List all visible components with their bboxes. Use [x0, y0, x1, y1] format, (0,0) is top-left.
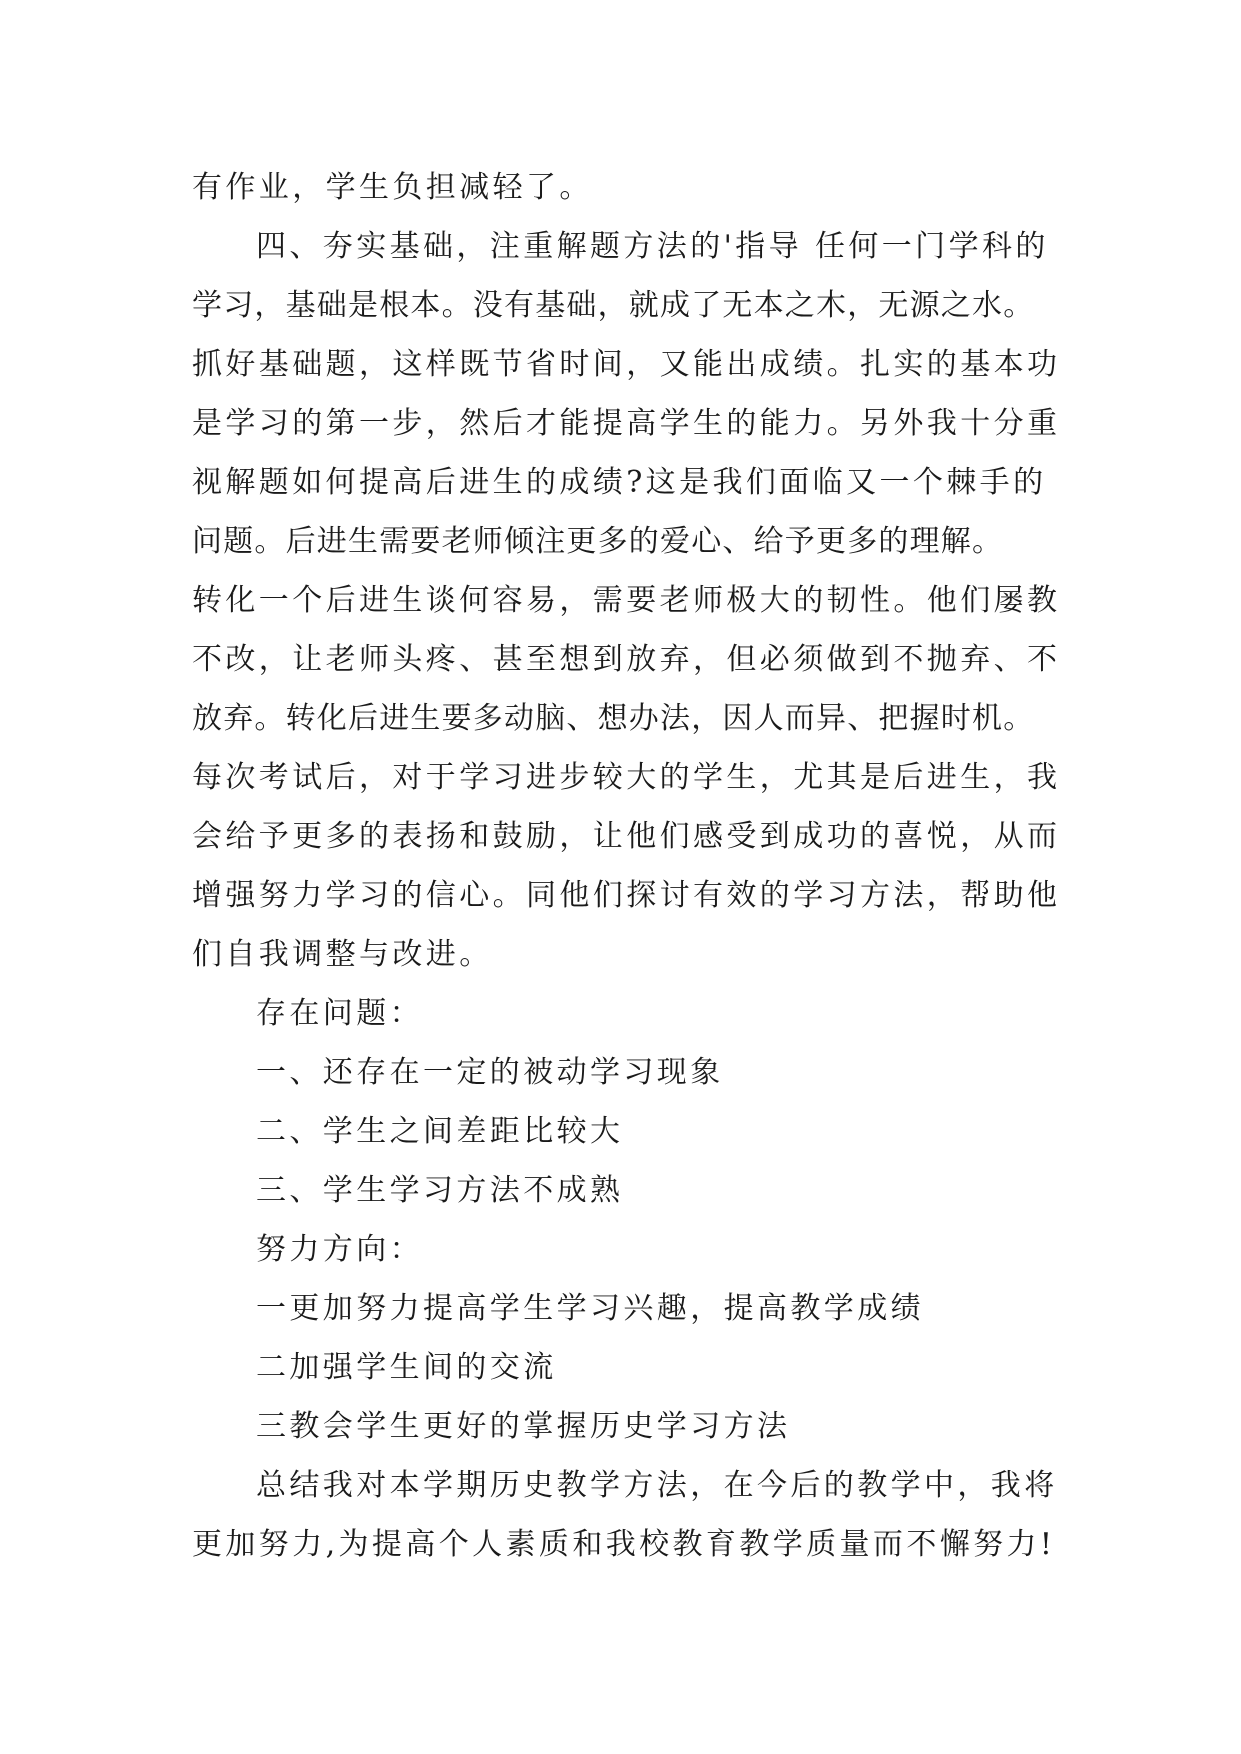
section-heading-line: 四、夯实基础，注重解题方法的'指导 任何一门学科的 [256, 229, 1049, 264]
text-line: 问题。后进生需要老师倾注更多的爱心、给予更多的理解。 [192, 524, 1004, 559]
direction-heading: 努力方向： [256, 1232, 423, 1267]
direction-item: 三教会学生更好的掌握历史学习方法 [256, 1409, 791, 1444]
text-line: 们自我调整与改进。 [192, 937, 493, 972]
direction-item: 二加强学生间的交流 [256, 1350, 557, 1385]
conclusion-line: 总结我对本学期历史教学方法，在今后的教学中，我将 [256, 1468, 1058, 1503]
problem-item: 一、还存在一定的被动学习现象 [256, 1055, 724, 1090]
text-line: 不改，让老师头疼、甚至想到放弃，但必须做到不抛弃、不 [192, 642, 1061, 677]
text-line: 转化一个后进生谈何容易，需要老师极大的韧性。他们屡教 [192, 583, 1061, 618]
direction-item: 一更加努力提高学生学习兴趣，提高教学成绩 [256, 1291, 924, 1326]
text-line: 抓好基础题，这样既节省时间，又能出成绩。扎实的基本功 [192, 347, 1061, 382]
text-line: 是学习的第一步，然后才能提高学生的能力。另外我十分重 [192, 406, 1061, 441]
text-line: 每次考试后，对于学习进步较大的学生，尤其是后进生，我 [192, 760, 1061, 795]
text-line: 视解题如何提高后进生的成绩?这是我们面临又一个棘手的 [192, 465, 1047, 500]
text-line: 有作业，学生负担减轻了。 [192, 170, 593, 205]
text-line: 增强努力学习的信心。同他们探讨有效的学习方法，帮助他 [192, 878, 1061, 913]
document-body [192, 158, 1061, 1574]
problem-item: 三、学生学习方法不成熟 [256, 1173, 624, 1208]
text-line: 会给予更多的表扬和鼓励，让他们感受到成功的喜悦，从而 [192, 819, 1061, 854]
text-line: 放弃。转化后进生要多动脑、想办法，因人而异、把握时机。 [192, 701, 1035, 736]
problems-heading: 存在问题： [256, 996, 423, 1031]
conclusion-line: 更加努力,为提高个人素质和我校教育教学质量而不懈努力! [192, 1527, 1056, 1562]
problem-item: 二、学生之间差距比较大 [256, 1114, 624, 1149]
text-line: 学习，基础是根本。没有基础，就成了无本之木，无源之水。 [192, 288, 1035, 323]
